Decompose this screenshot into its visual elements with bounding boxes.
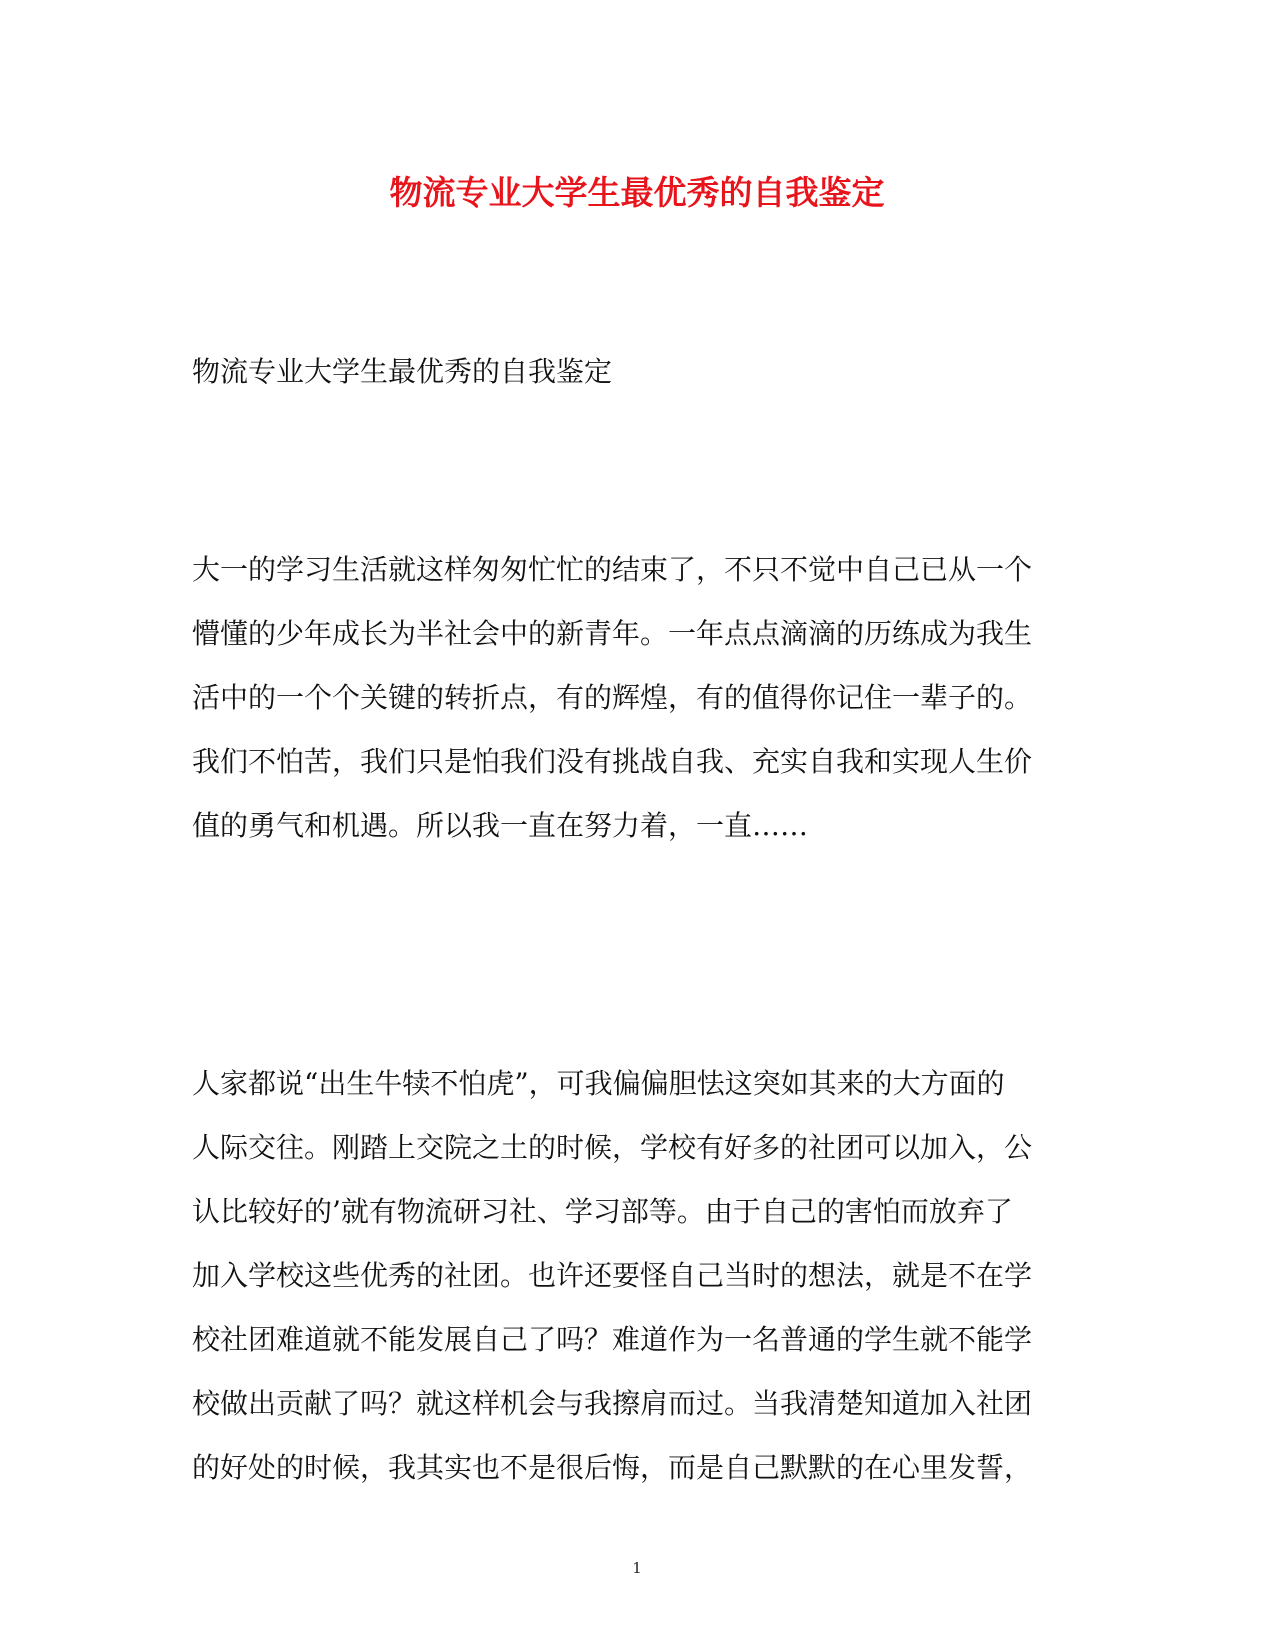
paragraph-line: 认比较好的’就有物流研习社、学习部等。由于自己的害怕而放弃了 — [192, 1195, 1013, 1228]
paragraph-line: 加入学校这些优秀的社团。也许还要怪自己当时的想法，就是不在学 — [192, 1259, 1033, 1292]
paragraph-line: 值的勇气和机遇。所以我一直在努力着，一直…… — [192, 809, 809, 842]
paragraph-line: 的好处的时候，我其实也不是很后悔，而是自己默默的在心里发誓， — [192, 1451, 1033, 1484]
paragraph-line: 校社团难道就不能发展自己了吗？难道作为一名普通的学生就不能学 — [192, 1323, 1033, 1356]
document-subtitle: 物流专业大学生最优秀的自我鉴定 — [192, 355, 613, 388]
paragraph-line: 人家都说“出生牛犊不怕虎”，可我偏偏胆怯这突如其来的大方面的 — [192, 1067, 1005, 1100]
document-title: 物流专业大学生最优秀的自我鉴定 — [389, 173, 885, 212]
paragraph-line: 大一的学习生活就这样匆匆忙忙的结束了，不只不觉中自己已从一个 — [192, 553, 1033, 586]
paragraph-line: 校做出贡献了吗？就这样机会与我擦肩而过。当我清楚知道加入社团 — [192, 1387, 1033, 1420]
paragraph-2 — [192, 1052, 1092, 1500]
paragraph-line: 我们不怕苦，我们只是怕我们没有挑战自我、充实自我和实现人生价 — [192, 745, 1033, 778]
paragraph-line: 懵懂的少年成长为半社会中的新青年。一年点点滴滴的历练成为我生 — [192, 617, 1033, 650]
paragraph-line: 人际交往。刚踏上交院之土的时候，学校有好多的社团可以加入，公 — [192, 1131, 1033, 1164]
paragraph-line: 活中的一个个关键的转折点，有的辉煌，有的值得你记住一辈子的。 — [192, 681, 1033, 714]
paragraph-1 — [192, 538, 1092, 858]
page-number: 1 — [632, 1559, 642, 1577]
